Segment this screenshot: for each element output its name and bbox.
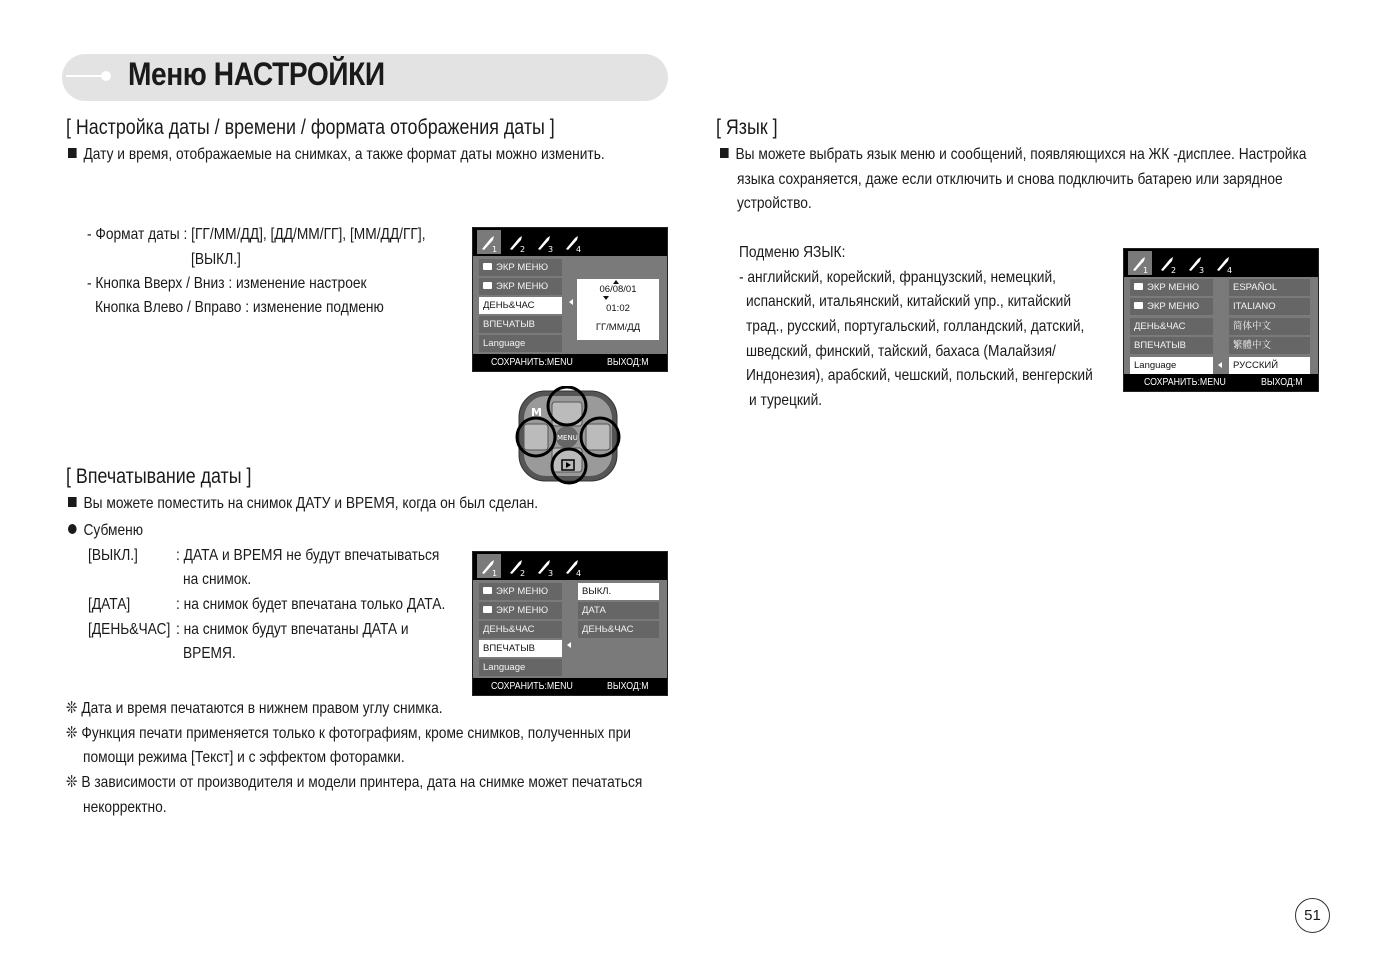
tab-setup-2 bbox=[505, 554, 529, 578]
asterisk-icon: ❊ bbox=[66, 700, 82, 717]
svg-text:1: 1 bbox=[492, 569, 498, 578]
asterisk-icon: ❊ bbox=[66, 725, 82, 742]
save-hint: СОХРАНИТЬ:MENU bbox=[491, 681, 573, 692]
menu-item-language: Language bbox=[479, 659, 562, 676]
page-title: Меню НАСТРОЙКИ bbox=[128, 56, 385, 92]
menu-item-screen: ЭКР МЕНЮ bbox=[479, 259, 562, 276]
imprint-intro: Вы можете поместить на снимок ДАТУ и ВРЕМЯ, когда он был сделан. bbox=[68, 492, 538, 517]
svg-text:2: 2 bbox=[520, 569, 526, 578]
option-off-desc: : ДАТА и ВРЕМЯ не будут впечатываться bbox=[176, 547, 440, 564]
svg-text:2: 2 bbox=[520, 245, 526, 254]
language-list-6: и турецкий. bbox=[749, 392, 823, 409]
tab-setup-2 bbox=[1156, 251, 1180, 275]
svg-text:MENU: MENU bbox=[557, 434, 578, 442]
date-format-line: - Формат даты : [ГГ/ММ/ДД], [ДД/ММ/ГГ], [ММ/ДД/ГГ], bbox=[87, 226, 426, 243]
camera-icon bbox=[483, 263, 492, 270]
tab-setup-3 bbox=[1184, 251, 1208, 275]
camera-icon bbox=[1134, 283, 1143, 290]
date-section-intro: Дату и время, отображаемые на снимках, а также формат даты можно изменить. bbox=[68, 143, 605, 168]
option-date-desc: : на снимок будет впечатана только ДАТА. bbox=[176, 596, 446, 613]
lcd-imprint-screen bbox=[472, 551, 668, 696]
tab-setup-1 bbox=[477, 230, 501, 254]
note-1: ❊ Дата и время печатаются в нижнем правом углу снимка. bbox=[66, 700, 443, 717]
menu-item-datetime: ДЕНЬ&ЧАС bbox=[479, 621, 562, 638]
imprint-option-date: ДАТА bbox=[578, 602, 659, 619]
date-value: 06/08/01 bbox=[599, 284, 637, 295]
arrow-left-icon bbox=[1218, 362, 1222, 368]
tab-setup-4 bbox=[561, 554, 585, 578]
option-off-key: [ВЫКЛ.] bbox=[88, 547, 138, 564]
svg-text:4: 4 bbox=[1227, 266, 1233, 275]
language-intro-2: языка сохраняется, даже если отключить и снова подключить батарею или зарядное bbox=[737, 171, 1283, 188]
lcd-tab-bar bbox=[473, 552, 667, 580]
option-date-key: [ДАТА] bbox=[88, 596, 131, 613]
menu-item-screen-play: ЭКР МЕНЮ bbox=[479, 278, 562, 295]
bullet-square-icon bbox=[720, 148, 729, 158]
menu-item-imprint: ВПЕЧАТЫВ bbox=[479, 316, 562, 333]
leftright-hint: Кнопка Влево / Вправо : изменение подменю bbox=[95, 299, 384, 316]
arrow-left-icon bbox=[567, 642, 571, 648]
tab-setup-2 bbox=[505, 230, 529, 254]
bullet-square-icon bbox=[68, 497, 77, 507]
arrow-left-icon bbox=[569, 299, 573, 305]
exit-hint: ВЫХОД:M bbox=[1261, 377, 1303, 388]
note-2: ❊ Функция печати применяется только к фотографиям, кроме снимков, полученных при bbox=[66, 725, 631, 742]
time-value: 01:02 bbox=[606, 303, 630, 314]
date-value-panel bbox=[577, 279, 659, 340]
language-list-2: испанский, итальянский, китайский упр., китайский bbox=[746, 293, 1072, 310]
svg-text:4: 4 bbox=[576, 245, 582, 254]
svg-text:3: 3 bbox=[1199, 266, 1205, 275]
play-icon bbox=[1134, 302, 1143, 309]
tab-setup-4 bbox=[1212, 251, 1236, 275]
note-3-cont: некорректно. bbox=[83, 799, 167, 816]
svg-text:3: 3 bbox=[548, 245, 554, 254]
page-number: 51 bbox=[1295, 898, 1330, 933]
lcd-language-screen bbox=[1123, 248, 1319, 392]
lcd-tab-bar bbox=[473, 228, 667, 256]
exit-hint: ВЫХОД:M bbox=[607, 681, 649, 692]
language-list-4: шведский, финский, тайский, бахаса (Малайзия/ bbox=[746, 343, 1056, 360]
lcd-footer bbox=[473, 678, 667, 695]
menu-item-imprint: ВПЕЧАТЫВ bbox=[479, 640, 562, 657]
language-option-chinese-simplified: 简体中文 bbox=[1229, 318, 1310, 335]
bullet-square-icon bbox=[68, 148, 77, 158]
menu-item-imprint: ВПЕЧАТЫВ bbox=[1130, 337, 1213, 354]
tab-setup-1 bbox=[477, 554, 501, 578]
language-section-heading: [ Язык ] bbox=[716, 116, 778, 139]
title-decor-dot bbox=[101, 71, 111, 81]
play-icon bbox=[483, 606, 492, 613]
arrow-down-icon bbox=[603, 296, 609, 300]
svg-text:M: M bbox=[531, 406, 542, 419]
play-icon bbox=[483, 282, 492, 289]
tab-setup-1 bbox=[1128, 251, 1152, 275]
note-2-cont: помощи режима [Текст] и с эффектом фоторамки. bbox=[83, 749, 405, 766]
svg-text:4: 4 bbox=[576, 569, 582, 578]
language-intro: Вы можете выбрать язык меню и сообщений, появляющихся на ЖК -дисплее. Настройка bbox=[720, 143, 1306, 168]
menu-item-datetime: ДЕНЬ&ЧАС bbox=[1130, 318, 1213, 335]
updown-hint: - Кнопка Вверх / Вниз : изменение настроек bbox=[87, 275, 367, 292]
lcd-footer bbox=[1124, 374, 1318, 391]
menu-item-screen-play: ЭКР МЕНЮ bbox=[1130, 298, 1213, 315]
title-decor-line bbox=[66, 75, 106, 77]
option-daytime-key: [ДЕНЬ&ЧАС] bbox=[88, 621, 171, 638]
menu-item-screen: ЭКР МЕНЮ bbox=[1130, 279, 1213, 296]
lcd-footer bbox=[473, 354, 667, 371]
language-list-1: - английский, корейский, французский, немецкий, bbox=[739, 269, 1056, 286]
option-daytime-desc: : на снимок будут впечатаны ДАТА и bbox=[176, 621, 409, 638]
submenu-label: Субменю bbox=[68, 519, 143, 544]
imprint-section-heading: [ Впечатывание даты ] bbox=[66, 465, 252, 488]
dpad-illustration bbox=[512, 386, 624, 486]
menu-item-screen: ЭКР МЕНЮ bbox=[479, 583, 562, 600]
menu-item-language: Language bbox=[479, 335, 562, 352]
svg-text:2: 2 bbox=[1171, 266, 1177, 275]
menu-item-datetime: ДЕНЬ&ЧАС bbox=[479, 297, 562, 314]
bullet-circle-icon bbox=[68, 524, 77, 534]
tab-setup-3 bbox=[533, 554, 557, 578]
imprint-option-daytime: ДЕНЬ&ЧАС bbox=[578, 621, 659, 638]
language-list-5: Индонезия), арабский, чешский, польский, венгерский bbox=[746, 367, 1093, 384]
option-off-desc-2: на снимок. bbox=[183, 571, 252, 588]
language-list-3: трад., русский, португальский, голландский, датский, bbox=[746, 318, 1085, 335]
language-option-spanish: ESPAÑOL bbox=[1229, 279, 1310, 296]
svg-text:3: 3 bbox=[548, 569, 554, 578]
date-section-heading: [ Настройка даты / времени / формата отображения даты ] bbox=[66, 116, 555, 139]
tab-setup-4 bbox=[561, 230, 585, 254]
svg-text:1: 1 bbox=[1143, 266, 1149, 275]
date-format-line-2: [ВЫКЛ.] bbox=[191, 251, 241, 268]
exit-hint: ВЫХОД:M bbox=[607, 357, 649, 368]
save-hint: СОХРАНИТЬ:MENU bbox=[1144, 377, 1226, 388]
save-hint: СОХРАНИТЬ:MENU bbox=[491, 357, 573, 368]
language-option-chinese-traditional: 繁體中文 bbox=[1229, 337, 1310, 354]
tab-setup-3 bbox=[533, 230, 557, 254]
menu-item-language: Language bbox=[1130, 357, 1213, 374]
lcd-tab-bar bbox=[1124, 249, 1318, 277]
language-option-russian: РУССКИЙ bbox=[1229, 357, 1310, 374]
imprint-option-off: ВЫКЛ. bbox=[578, 583, 659, 600]
svg-text:1: 1 bbox=[492, 245, 498, 254]
language-intro-3: устройство. bbox=[737, 195, 812, 212]
option-daytime-desc-2: ВРЕМЯ. bbox=[183, 645, 236, 662]
lcd-date-screen bbox=[472, 227, 668, 372]
format-value: ГГ/ММ/ДД bbox=[595, 322, 641, 333]
language-option-italian: ITALIANO bbox=[1229, 298, 1310, 315]
camera-icon bbox=[483, 587, 492, 594]
language-submenu-title: Подменю ЯЗЫК: bbox=[739, 244, 846, 261]
asterisk-icon: ❊ bbox=[66, 774, 82, 791]
menu-item-screen-play: ЭКР МЕНЮ bbox=[479, 602, 562, 619]
note-3: ❊ В зависимости от производителя и модели принтера, дата на снимке может печататься bbox=[66, 774, 643, 791]
